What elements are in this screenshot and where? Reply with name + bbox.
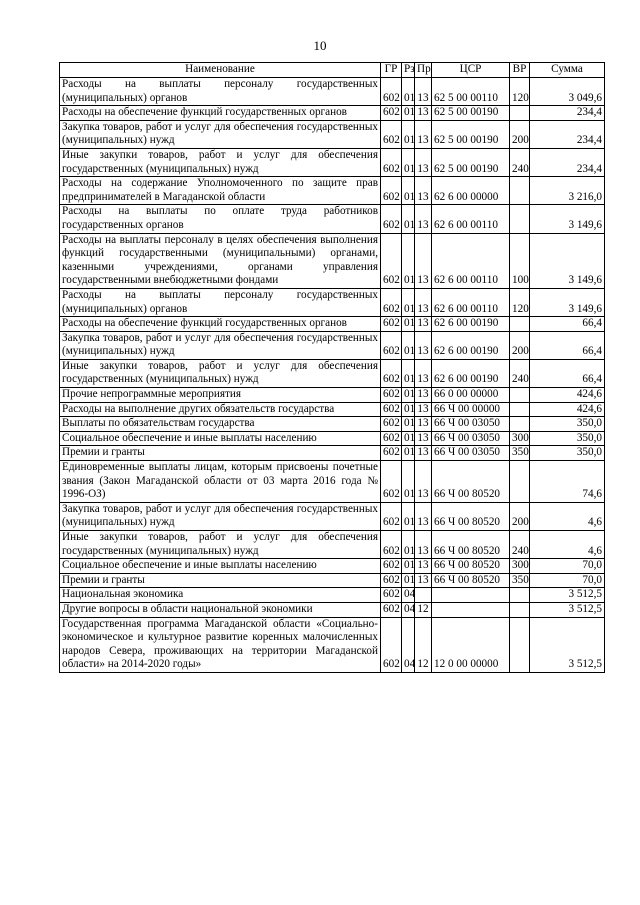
budget-table — [59, 62, 605, 673]
row-rz-cell: 01 — [402, 317, 415, 332]
row-sum-cell: 350,0 — [530, 431, 605, 446]
row-csr-cell: 62 5 00 00190 — [432, 120, 510, 148]
row-rz-cell: 01 — [402, 233, 415, 288]
table-row — [60, 233, 605, 288]
row-vr-cell: 240 — [510, 531, 530, 559]
row-gr-cell: 602 — [381, 148, 402, 176]
header-gr: ГР — [381, 63, 402, 78]
row-sum-cell: 350,0 — [530, 446, 605, 461]
header-name: Наименование — [60, 63, 381, 78]
row-pr-cell: 13 — [415, 317, 432, 332]
row-name-cell: Расходы на обеспечение функций государственных органов — [60, 106, 381, 121]
row-pr-cell: 13 — [415, 120, 432, 148]
row-vr-cell: 200 — [510, 502, 530, 530]
budget-table-body — [60, 78, 605, 673]
row-csr-cell: 12 0 00 00000 — [432, 617, 510, 672]
row-gr-cell: 602 — [381, 205, 402, 233]
row-name-cell: Другие вопросы в области национальной экономики — [60, 602, 381, 617]
table-row — [60, 446, 605, 461]
row-pr-cell — [415, 588, 432, 603]
row-name-cell: Иные закупки товаров, работ и услуг для обеспечения государственных (муниципальных) нужд — [60, 531, 381, 559]
row-name-cell: Закупка товаров, работ и услуг для обеспечения государственных (муниципальных) нужд — [60, 502, 381, 530]
row-gr-cell: 602 — [381, 446, 402, 461]
row-vr-cell — [510, 402, 530, 417]
row-pr-cell: 13 — [415, 205, 432, 233]
row-rz-cell: 01 — [402, 446, 415, 461]
row-gr-cell: 602 — [381, 559, 402, 574]
table-row — [60, 431, 605, 446]
row-csr-cell: 66 Ч 00 80520 — [432, 559, 510, 574]
table-row — [60, 402, 605, 417]
row-sum-cell: 350,0 — [530, 417, 605, 432]
table-row — [60, 331, 605, 359]
table-row — [60, 617, 605, 672]
row-pr-cell: 13 — [415, 431, 432, 446]
row-name-cell: Социальное обеспечение и иные выплаты населению — [60, 559, 381, 574]
row-sum-cell: 234,4 — [530, 106, 605, 121]
row-csr-cell: 66 0 00 00000 — [432, 388, 510, 403]
row-rz-cell: 04 — [402, 588, 415, 603]
header-row — [60, 63, 605, 78]
row-gr-cell: 602 — [381, 431, 402, 446]
row-name-cell: Закупка товаров, работ и услуг для обеспечения государственных (муниципальных) нужд — [60, 120, 381, 148]
row-pr-cell: 13 — [415, 502, 432, 530]
row-sum-cell: 3 216,0 — [530, 177, 605, 205]
row-rz-cell: 01 — [402, 531, 415, 559]
row-gr-cell: 602 — [381, 120, 402, 148]
table-row — [60, 317, 605, 332]
row-rz-cell: 01 — [402, 431, 415, 446]
row-vr-cell: 350 — [510, 573, 530, 588]
row-rz-cell: 01 — [402, 573, 415, 588]
row-csr-cell: 62 6 00 00110 — [432, 233, 510, 288]
row-csr-cell: 62 6 00 00000 — [432, 177, 510, 205]
row-pr-cell: 13 — [415, 331, 432, 359]
row-vr-cell — [510, 317, 530, 332]
row-rz-cell: 01 — [402, 78, 415, 106]
row-rz-cell: 01 — [402, 331, 415, 359]
row-rz-cell: 04 — [402, 602, 415, 617]
row-csr-cell: 62 6 00 00190 — [432, 331, 510, 359]
header-vr: ВР — [510, 63, 530, 78]
row-pr-cell: 13 — [415, 148, 432, 176]
table-row — [60, 417, 605, 432]
row-gr-cell: 602 — [381, 417, 402, 432]
row-name-cell: Расходы на выплаты по оплате труда работников государственных органов — [60, 205, 381, 233]
row-rz-cell: 01 — [402, 402, 415, 417]
row-rz-cell: 01 — [402, 205, 415, 233]
table-row — [60, 461, 605, 503]
row-csr-cell: 62 6 00 00110 — [432, 288, 510, 316]
row-gr-cell: 602 — [381, 233, 402, 288]
header-csr: ЦСР — [432, 63, 510, 78]
table-row — [60, 177, 605, 205]
row-rz-cell: 01 — [402, 461, 415, 503]
table-row — [60, 359, 605, 387]
row-rz-cell: 01 — [402, 388, 415, 403]
row-gr-cell: 602 — [381, 573, 402, 588]
row-pr-cell: 13 — [415, 402, 432, 417]
row-vr-cell — [510, 588, 530, 603]
row-rz-cell: 01 — [402, 502, 415, 530]
row-vr-cell — [510, 106, 530, 121]
row-csr-cell: 62 6 00 00110 — [432, 205, 510, 233]
row-vr-cell: 200 — [510, 331, 530, 359]
row-gr-cell: 602 — [381, 602, 402, 617]
row-gr-cell: 602 — [381, 531, 402, 559]
table-row — [60, 148, 605, 176]
table-row — [60, 531, 605, 559]
row-vr-cell: 350 — [510, 446, 530, 461]
row-vr-cell: 100 — [510, 233, 530, 288]
row-sum-cell: 234,4 — [530, 120, 605, 148]
table-row — [60, 588, 605, 603]
row-gr-cell: 602 — [381, 388, 402, 403]
row-sum-cell: 3 512,5 — [530, 617, 605, 672]
row-sum-cell: 66,4 — [530, 317, 605, 332]
row-vr-cell — [510, 602, 530, 617]
row-sum-cell: 424,6 — [530, 388, 605, 403]
row-name-cell: Премии и гранты — [60, 573, 381, 588]
row-pr-cell: 13 — [415, 573, 432, 588]
row-sum-cell: 3 512,5 — [530, 588, 605, 603]
row-sum-cell: 234,4 — [530, 148, 605, 176]
row-name-cell: Расходы на выполнение других обязательств государства — [60, 402, 381, 417]
row-gr-cell: 602 — [381, 359, 402, 387]
row-gr-cell: 602 — [381, 78, 402, 106]
row-name-cell: Иные закупки товаров, работ и услуг для обеспечения государственных (муниципальных) нужд — [60, 148, 381, 176]
row-sum-cell: 70,0 — [530, 573, 605, 588]
row-pr-cell: 13 — [415, 446, 432, 461]
row-pr-cell: 13 — [415, 531, 432, 559]
row-name-cell: Расходы на обеспечение функций государственных органов — [60, 317, 381, 332]
row-gr-cell: 602 — [381, 502, 402, 530]
row-csr-cell: 62 5 00 00190 — [432, 106, 510, 121]
table-row — [60, 502, 605, 530]
row-vr-cell: 120 — [510, 78, 530, 106]
row-vr-cell: 240 — [510, 148, 530, 176]
row-name-cell: Расходы на выплаты персоналу государственных (муниципальных) органов — [60, 288, 381, 316]
row-pr-cell: 13 — [415, 388, 432, 403]
row-rz-cell: 04 — [402, 617, 415, 672]
row-sum-cell: 70,0 — [530, 559, 605, 574]
table-row — [60, 388, 605, 403]
row-rz-cell: 01 — [402, 417, 415, 432]
row-name-cell: Выплаты по обязательствам государства — [60, 417, 381, 432]
row-rz-cell: 01 — [402, 120, 415, 148]
row-vr-cell: 240 — [510, 359, 530, 387]
row-csr-cell: 62 6 00 00190 — [432, 317, 510, 332]
header-pr: Пр — [415, 63, 432, 78]
row-pr-cell: 13 — [415, 177, 432, 205]
row-pr-cell: 13 — [415, 106, 432, 121]
row-rz-cell: 01 — [402, 288, 415, 316]
row-rz-cell: 01 — [402, 106, 415, 121]
row-csr-cell: 66 Ч 00 03050 — [432, 446, 510, 461]
row-csr-cell: 62 5 00 00110 — [432, 78, 510, 106]
row-csr-cell: 66 Ч 00 80520 — [432, 573, 510, 588]
row-sum-cell: 4,6 — [530, 502, 605, 530]
row-rz-cell: 01 — [402, 177, 415, 205]
row-sum-cell: 74,6 — [530, 461, 605, 503]
row-gr-cell: 602 — [381, 461, 402, 503]
table-row — [60, 288, 605, 316]
row-sum-cell: 66,4 — [530, 331, 605, 359]
row-vr-cell — [510, 617, 530, 672]
row-name-cell: Расходы на выплаты персоналу государственных (муниципальных) органов — [60, 78, 381, 106]
table-row — [60, 573, 605, 588]
row-name-cell: Прочие непрограммные мероприятия — [60, 388, 381, 403]
header-rz: Рз — [402, 63, 415, 78]
row-pr-cell: 13 — [415, 417, 432, 432]
row-rz-cell: 01 — [402, 559, 415, 574]
row-sum-cell: 4,6 — [530, 531, 605, 559]
row-gr-cell: 602 — [381, 402, 402, 417]
row-csr-cell: 66 Ч 00 00000 — [432, 402, 510, 417]
row-csr-cell: 66 Ч 00 80520 — [432, 461, 510, 503]
row-sum-cell: 3 149,6 — [530, 233, 605, 288]
row-gr-cell: 602 — [381, 588, 402, 603]
table-row — [60, 120, 605, 148]
row-gr-cell: 602 — [381, 106, 402, 121]
row-vr-cell — [510, 388, 530, 403]
table-row — [60, 205, 605, 233]
row-vr-cell — [510, 177, 530, 205]
row-sum-cell: 3 512,5 — [530, 602, 605, 617]
row-name-cell: Расходы на содержание Уполномоченного по защите прав предпринимателей в Магаданской области — [60, 177, 381, 205]
row-sum-cell: 66,4 — [530, 359, 605, 387]
row-pr-cell: 13 — [415, 78, 432, 106]
row-pr-cell: 13 — [415, 461, 432, 503]
row-vr-cell: 300 — [510, 559, 530, 574]
row-pr-cell: 12 — [415, 602, 432, 617]
row-csr-cell — [432, 602, 510, 617]
table-row — [60, 602, 605, 617]
row-gr-cell: 602 — [381, 331, 402, 359]
row-csr-cell: 66 Ч 00 80520 — [432, 531, 510, 559]
row-name-cell: Премии и гранты — [60, 446, 381, 461]
row-pr-cell: 12 — [415, 617, 432, 672]
row-name-cell: Иные закупки товаров, работ и услуг для обеспечения государственных (муниципальных) нужд — [60, 359, 381, 387]
row-vr-cell: 200 — [510, 120, 530, 148]
table-row — [60, 559, 605, 574]
row-vr-cell — [510, 417, 530, 432]
row-csr-cell: 66 Ч 00 03050 — [432, 417, 510, 432]
row-name-cell: Расходы на выплаты персоналу в целях обеспечения выполнения функций государственными (муниципальными) органами, казенными учреждениями, органами управления государственными внебюджетными фондами — [60, 233, 381, 288]
row-vr-cell: 300 — [510, 431, 530, 446]
row-pr-cell: 13 — [415, 559, 432, 574]
row-gr-cell: 602 — [381, 617, 402, 672]
row-sum-cell: 3 049,6 — [530, 78, 605, 106]
row-csr-cell: 66 Ч 00 80520 — [432, 502, 510, 530]
row-rz-cell: 01 — [402, 359, 415, 387]
row-csr-cell: 66 Ч 00 03050 — [432, 431, 510, 446]
row-pr-cell: 13 — [415, 288, 432, 316]
row-sum-cell: 3 149,6 — [530, 288, 605, 316]
row-name-cell: Единовременные выплаты лицам, которым присвоены почетные звания (Закон Магаданской области от 03 марта 2016 года № 1996-ОЗ) — [60, 461, 381, 503]
row-csr-cell: 62 5 00 00190 — [432, 148, 510, 176]
row-sum-cell: 3 149,6 — [530, 205, 605, 233]
row-name-cell: Национальная экономика — [60, 588, 381, 603]
row-csr-cell — [432, 588, 510, 603]
row-sum-cell: 424,6 — [530, 402, 605, 417]
row-gr-cell: 602 — [381, 177, 402, 205]
row-gr-cell: 602 — [381, 288, 402, 316]
table-row — [60, 106, 605, 121]
row-gr-cell: 602 — [381, 317, 402, 332]
row-vr-cell — [510, 205, 530, 233]
row-pr-cell: 13 — [415, 233, 432, 288]
header-sum: Сумма — [530, 63, 605, 78]
row-csr-cell: 62 6 00 00190 — [432, 359, 510, 387]
row-name-cell: Закупка товаров, работ и услуг для обеспечения государственных (муниципальных) нужд — [60, 331, 381, 359]
row-vr-cell: 120 — [510, 288, 530, 316]
page-number: 10 — [313, 38, 327, 53]
row-vr-cell — [510, 461, 530, 503]
row-rz-cell: 01 — [402, 148, 415, 176]
table-row — [60, 78, 605, 106]
row-name-cell: Социальное обеспечение и иные выплаты населению — [60, 431, 381, 446]
row-name-cell: Государственная программа Магаданской области «Социально-экономическое и культурное развитие коренных малочисленных народов Севера, проживающих на территории Магаданской области» на 2014-2020 годы» — [60, 617, 381, 672]
row-pr-cell: 13 — [415, 359, 432, 387]
